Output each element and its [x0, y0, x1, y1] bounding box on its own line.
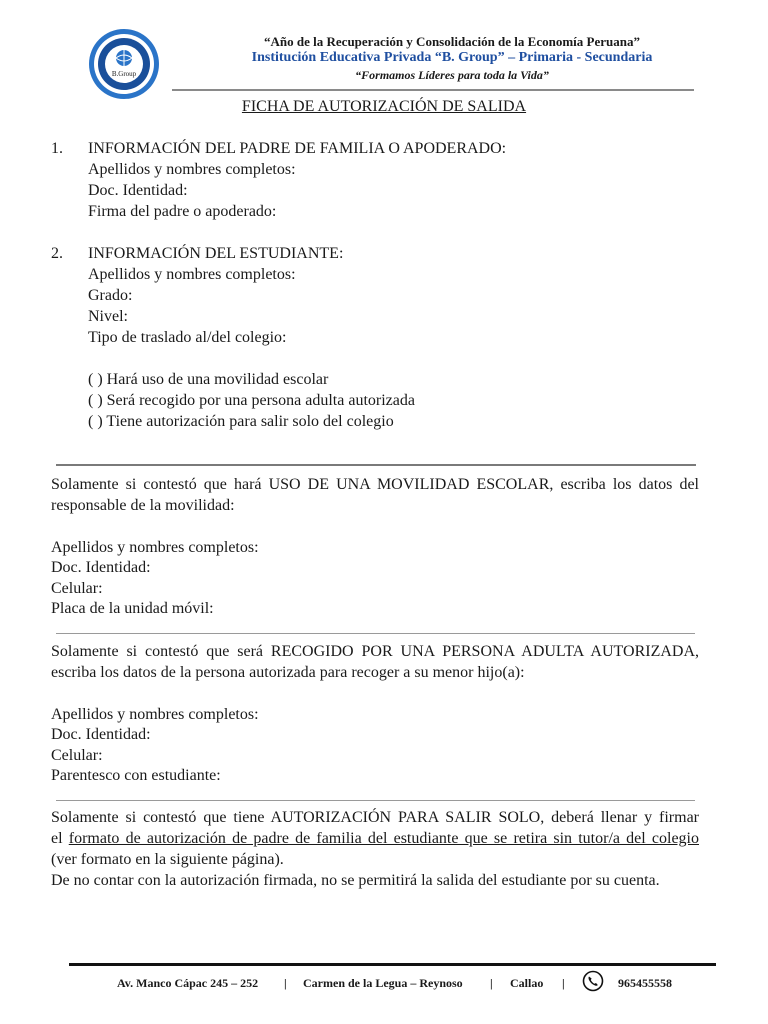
alone-instruction-line1: Solamente si contestó que tiene AUTORIZACIÓN PARA SALIR SOLO, deberá llenar y firmar: [51, 809, 699, 826]
footer-separator: |: [562, 976, 565, 990]
driver-id-field: Doc. Identidad:: [51, 559, 151, 576]
parent-name-field: Apellidos y nombres completos:: [88, 161, 296, 178]
movilidad-instruction-line1: Solamente si contestó que hará USO DE UNA MOVILIDAD ESCOLAR, escriba los datos del: [51, 476, 699, 493]
alone-instruction-line3: (ver formato en la siguiente página).: [51, 851, 284, 868]
header-divider: [172, 89, 694, 91]
alone-instruction-prefix: el: [51, 830, 63, 847]
pickup-relationship-field: Parentesco con estudiante:: [51, 767, 221, 784]
pickup-phone-field: Celular:: [51, 747, 103, 764]
header-slogan: “Formamos Líderes para toda la Vida”: [355, 68, 549, 82]
school-logo: [88, 28, 160, 100]
driver-name-field: Apellidos y nombres completos:: [51, 539, 259, 556]
pickup-name-field: Apellidos y nombres completos:: [51, 706, 259, 723]
parent-signature-field: Firma del padre o apoderado:: [88, 203, 277, 220]
alone-instruction-line4: De no contar con la autorización firmada, no se permitirá la salida del estudiante por su cuenta.: [51, 872, 660, 889]
footer-separator: |: [284, 976, 287, 990]
footer-address: Av. Manco Cápac 245 – 252: [117, 976, 259, 990]
section1-heading: INFORMACIÓN DEL PADRE DE FAMILIA O APODERADO:: [88, 140, 507, 157]
section2-number: 2.: [51, 245, 63, 262]
parent-id-field: Doc. Identidad:: [88, 182, 188, 199]
movilidad-instruction-line2: responsable de la movilidad:: [51, 497, 235, 514]
footer-divider: [69, 963, 716, 966]
authorization-format-link[interactable]: formato de autorización de padre de familia del estudiante que se retira sin tutor/a del colegio: [68, 830, 699, 847]
pickup-instruction-line1: Solamente si contestó que será RECOGIDO POR UNA PERSONA ADULTA AUTORIZADA,: [51, 643, 699, 660]
divider: [56, 800, 695, 801]
transfer-type-field: Tipo de traslado al/del colegio:: [88, 329, 287, 346]
divider: [56, 464, 696, 466]
student-grade-field: Grado:: [88, 287, 133, 304]
footer-phone: 965455558: [618, 976, 672, 990]
divider: [56, 633, 695, 634]
phone-icon: [582, 970, 604, 992]
page-title: FICHA DE AUTORIZACIÓN DE SALIDA: [241, 98, 527, 115]
driver-phone-field: Celular:: [51, 580, 103, 597]
option-leave-alone[interactable]: ( ) Tiene autorización para salir solo del colegio: [88, 413, 394, 430]
option-picked-up-by-adult[interactable]: ( ) Será recogido por una persona adulta autorizada: [88, 392, 415, 409]
footer-district: Carmen de la Legua – Reynoso: [303, 976, 463, 990]
footer-city: Callao: [510, 976, 544, 990]
footer-separator: |: [490, 976, 493, 990]
header-motto-year: “Año de la Recuperación y Consolidación de la Economía Peruana”: [264, 34, 640, 49]
student-level-field: Nivel:: [88, 308, 128, 325]
pickup-id-field: Doc. Identidad:: [51, 726, 151, 743]
alone-instruction-line2: [51, 829, 699, 849]
header-institution: Institución Educativa Privada “B. Group” – Primaria - Secundaria: [251, 50, 653, 65]
section1-number: 1.: [51, 140, 63, 157]
student-name-field: Apellidos y nombres completos:: [88, 266, 296, 283]
pickup-instruction-line2: escriba los datos de la persona autorizada para recoger a su menor hijo(a):: [51, 664, 525, 681]
option-school-transport[interactable]: ( ) Hará uso de una movilidad escolar: [88, 371, 329, 388]
section2-heading: INFORMACIÓN DEL ESTUDIANTE:: [88, 245, 344, 262]
vehicle-plate-field: Placa de la unidad móvil:: [51, 600, 214, 617]
svg-text:B.Group: B.Group: [111, 70, 137, 78]
